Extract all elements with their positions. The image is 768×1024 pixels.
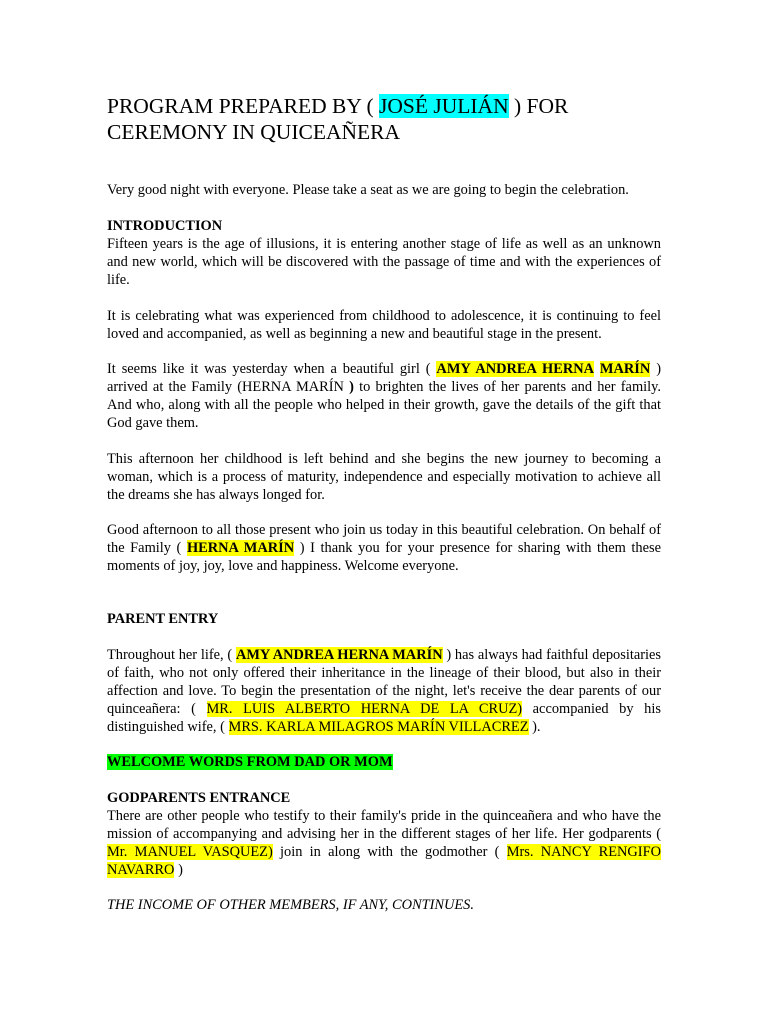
godfather-name-highlight: Mr. MANUEL VASQUEZ) [107,844,273,860]
girl-full-name-highlight: AMY ANDREA HERNA MARÍN [235,647,443,663]
introduction-paragraph-1: Fifteen years is the age of illusions, it is entering another stage of life as well as an unknown and new world, which will be discovered with the passage of time and with the experiences of life. [107,236,661,288]
godparents-section [107,789,661,879]
title-preparer-name: JOSÉ JULIÁN [379,94,509,118]
introduction-paragraph-5: Good afternoon to all those present who join us today in this beautiful celebration. On behalf of the Family ( HERNA MARÍN ) I thank you for your presence for sharing with them these moments of joy, joy, love and happiness. Welcome everyone. [107,522,661,574]
godparents-heading: GODPARENTS ENTRANCE [107,790,291,806]
introduction-paragraph-4: This afternoon her childhood is left behind and she begins the new journey to becoming a woman, which is a process of maturity, independence and especially motivation to achieve all the dreams she has always longed for. [107,451,661,503]
welcome-words-highlight: WELCOME WORDS FROM DAD OR MOM [107,754,393,770]
parent-entry-heading: PARENT ENTRY [107,611,219,627]
welcome-words-line [107,753,661,771]
parent-entry-paragraph: Throughout her life, ( AMY ANDREA HERNA MARÍN ) has always had faithful depositaries of faith, who not only offered their inheritance in the lineage of their blood, but also in their affection and love. To begin the presentation of the night, let's receive the dear parents of our quinceañera: ( MR. LUIS ALBERTO HERNA DE LA CRUZ) accompanied by his distinguished wife, ( MRS. KARLA MILAGROS MARÍN VILLACREZ ). [107,647,661,735]
family-name-highlight: HERNA MARÍN [186,540,295,556]
closing-note: THE INCOME OF OTHER MEMBERS, IF ANY, CONTINUES. [107,897,474,913]
introduction-heading: INTRODUCTION [107,218,223,234]
girl-name-highlight: AMY ANDREA HERNA [436,361,594,377]
introduction-paragraph-3: It seems like it was yesterday when a beautiful girl ( AMY ANDREA HERNA MARÍN ) arrived at the Family (HERNA MARÍN ) to brighten the lives of her parents and her family. And who, along with all the people who helped in their growth, gave the details of the gift that God gave them. [107,361,661,431]
mother-name-highlight: MRS. KARLA MILAGROS MARÍN VILLACREZ [228,719,529,735]
title-prefix: PROGRAM PREPARED BY ( [107,94,374,118]
title-suffix: ) FOR [514,94,569,118]
godmother-name-highlight: Mrs. NANCY RENGIFO NAVARRO [107,844,661,878]
page-title [107,93,667,145]
girl-surname-highlight: MARÍN [599,361,651,377]
title-line-2: CEREMONY IN QUICEAÑERA [107,120,401,144]
father-name-highlight: MR. LUIS ALBERTO HERNA DE LA CRUZ) [206,701,523,717]
introduction-section [107,217,661,289]
godparents-paragraph: There are other people who testify to their family's pride in the quinceañera and who have the mission of accompanying and advising her in the different stages of her life. Her godparents ( Mr. MANUEL VASQUEZ) join in along with the godmother ( Mrs. NANCY RENGIFO NAVARRO ) [107,808,661,878]
introduction-paragraph-2: It is celebrating what was experienced from childhood to adolescence, it is continuing to feel loved and accompanied, as well as beginning a new and beautiful stage in the present. [107,308,661,342]
greeting-text: Very good night with everyone. Please take a seat as we are going to begin the celebration. [107,182,629,198]
